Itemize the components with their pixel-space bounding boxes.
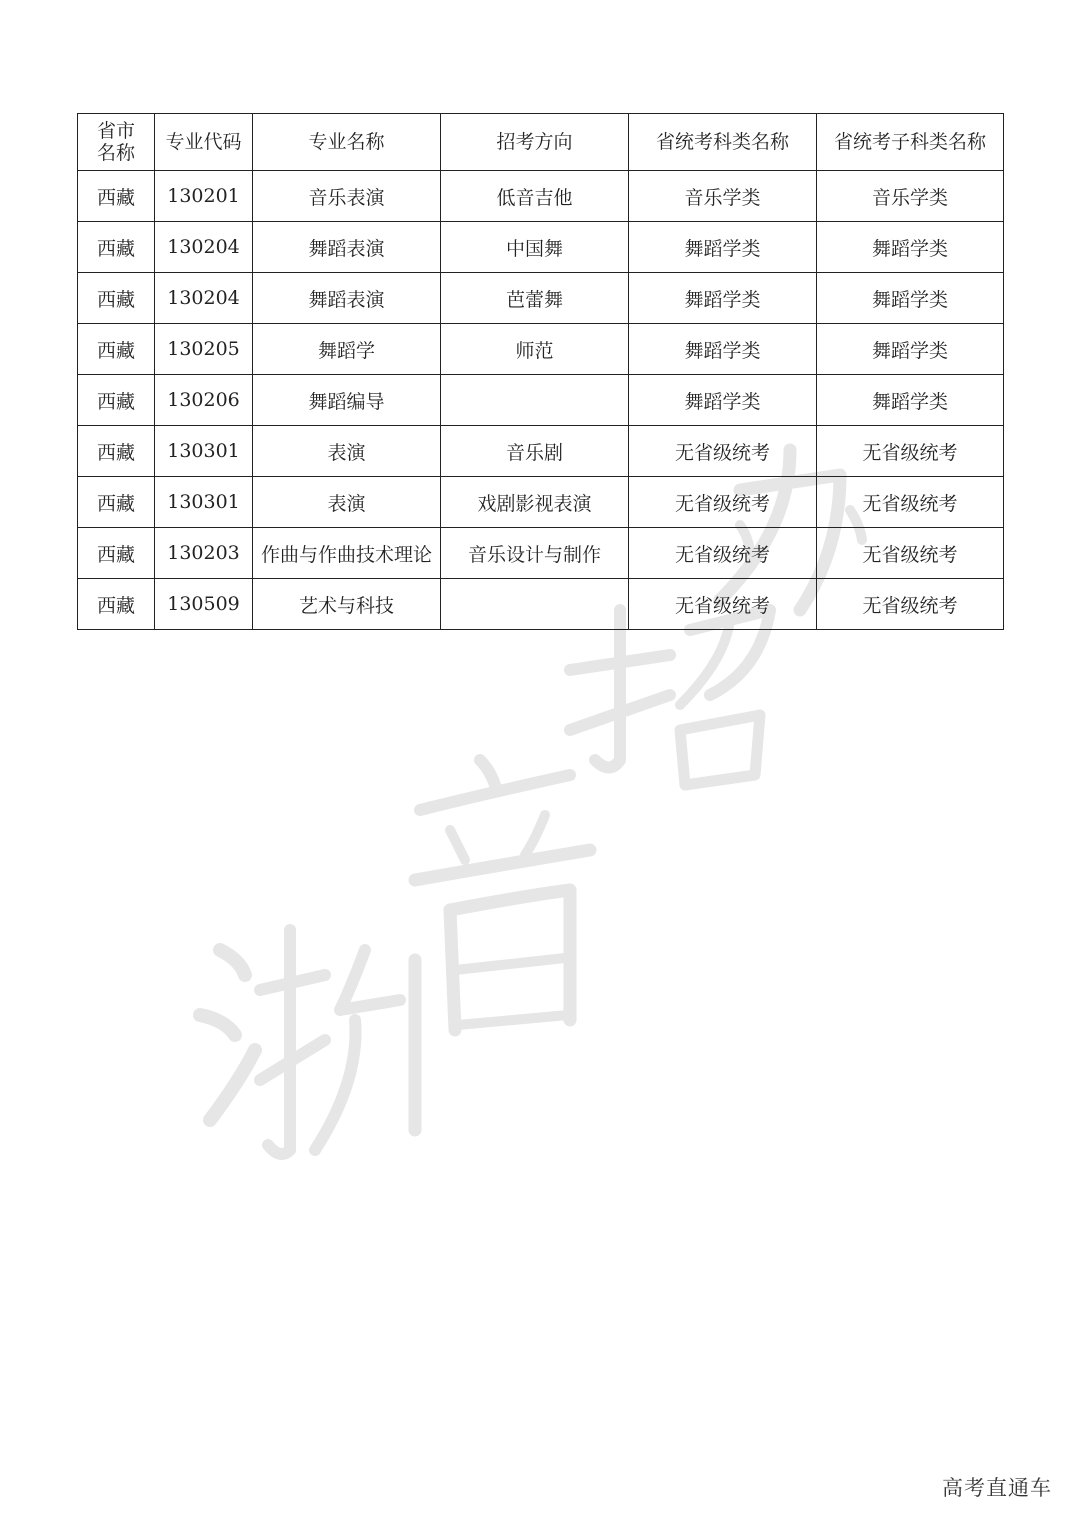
table-row: [78, 273, 1004, 324]
cell-major-name: 舞蹈表演: [253, 273, 441, 324]
cell-province: 西藏: [78, 222, 155, 273]
header-major-name: 专业名称: [253, 114, 441, 171]
cell-category: 舞蹈学类: [629, 222, 817, 273]
table-row: [78, 426, 1004, 477]
cell-direction: 音乐剧: [441, 426, 629, 477]
cell-category: 音乐学类: [629, 171, 817, 222]
table-row: [78, 528, 1004, 579]
cell-major-name: 舞蹈学: [253, 324, 441, 375]
cell-subcategory: 舞蹈学类: [817, 324, 1004, 375]
cell-code: 130206: [155, 375, 253, 426]
cell-province: 西藏: [78, 477, 155, 528]
cell-subcategory: 舞蹈学类: [817, 222, 1004, 273]
cell-code: 130301: [155, 477, 253, 528]
cell-subcategory: 舞蹈学类: [817, 273, 1004, 324]
table-row: [78, 477, 1004, 528]
table-row: [78, 222, 1004, 273]
cell-direction: 芭蕾舞: [441, 273, 629, 324]
cell-province: 西藏: [78, 528, 155, 579]
footer-brand: 高考直通车: [942, 1476, 1052, 1500]
cell-code: 130201: [155, 171, 253, 222]
cell-direction: [441, 579, 629, 630]
cell-major-name: 艺术与科技: [253, 579, 441, 630]
cell-category: 舞蹈学类: [629, 324, 817, 375]
cell-province: 西藏: [78, 171, 155, 222]
cell-major-name: 表演: [253, 426, 441, 477]
cell-category: 舞蹈学类: [629, 273, 817, 324]
cell-major-name: 音乐表演: [253, 171, 441, 222]
cell-subcategory: 无省级统考: [817, 579, 1004, 630]
cell-subcategory: 音乐学类: [817, 171, 1004, 222]
cell-category: 无省级统考: [629, 426, 817, 477]
header-major-code: 专业代码: [155, 114, 253, 171]
table-header-row: [78, 114, 1004, 171]
cell-province: 西藏: [78, 579, 155, 630]
cell-code: 130204: [155, 222, 253, 273]
cell-direction: 中国舞: [441, 222, 629, 273]
table-row: [78, 171, 1004, 222]
cell-direction: [441, 375, 629, 426]
cell-direction: 师范: [441, 324, 629, 375]
header-exam-category: 省统考科类名称: [629, 114, 817, 171]
cell-major-name: 舞蹈编导: [253, 375, 441, 426]
table-row: [78, 375, 1004, 426]
header-province-line1: 省市: [96, 120, 135, 142]
cell-province: 西藏: [78, 375, 155, 426]
cell-major-name: 舞蹈表演: [253, 222, 441, 273]
cell-code: 130509: [155, 579, 253, 630]
cell-code: 130205: [155, 324, 253, 375]
cell-code: 130203: [155, 528, 253, 579]
cell-subcategory: 无省级统考: [817, 528, 1004, 579]
cell-province: 西藏: [78, 426, 155, 477]
cell-code: 130301: [155, 426, 253, 477]
cell-category: 舞蹈学类: [629, 375, 817, 426]
table-row: [78, 324, 1004, 375]
cell-province: 西藏: [78, 324, 155, 375]
cell-direction: 戏剧影视表演: [441, 477, 629, 528]
cell-major-name: 作曲与作曲技术理论: [253, 528, 441, 579]
header-province: [78, 114, 155, 171]
header-direction: 招考方向: [441, 114, 629, 171]
cell-code: 130204: [155, 273, 253, 324]
cell-subcategory: 无省级统考: [817, 426, 1004, 477]
table-row: [78, 579, 1004, 630]
cell-direction: 音乐设计与制作: [441, 528, 629, 579]
cell-category: 无省级统考: [629, 579, 817, 630]
header-exam-subcategory: 省统考子科类名称: [817, 114, 1004, 171]
majors-table: [77, 113, 1004, 630]
cell-major-name: 表演: [253, 477, 441, 528]
cell-province: 西藏: [78, 273, 155, 324]
cell-category: 无省级统考: [629, 477, 817, 528]
cell-category: 无省级统考: [629, 528, 817, 579]
cell-direction: 低音吉他: [441, 171, 629, 222]
cell-subcategory: 无省级统考: [817, 477, 1004, 528]
cell-subcategory: 舞蹈学类: [817, 375, 1004, 426]
header-province-line2: 名称: [96, 142, 135, 164]
